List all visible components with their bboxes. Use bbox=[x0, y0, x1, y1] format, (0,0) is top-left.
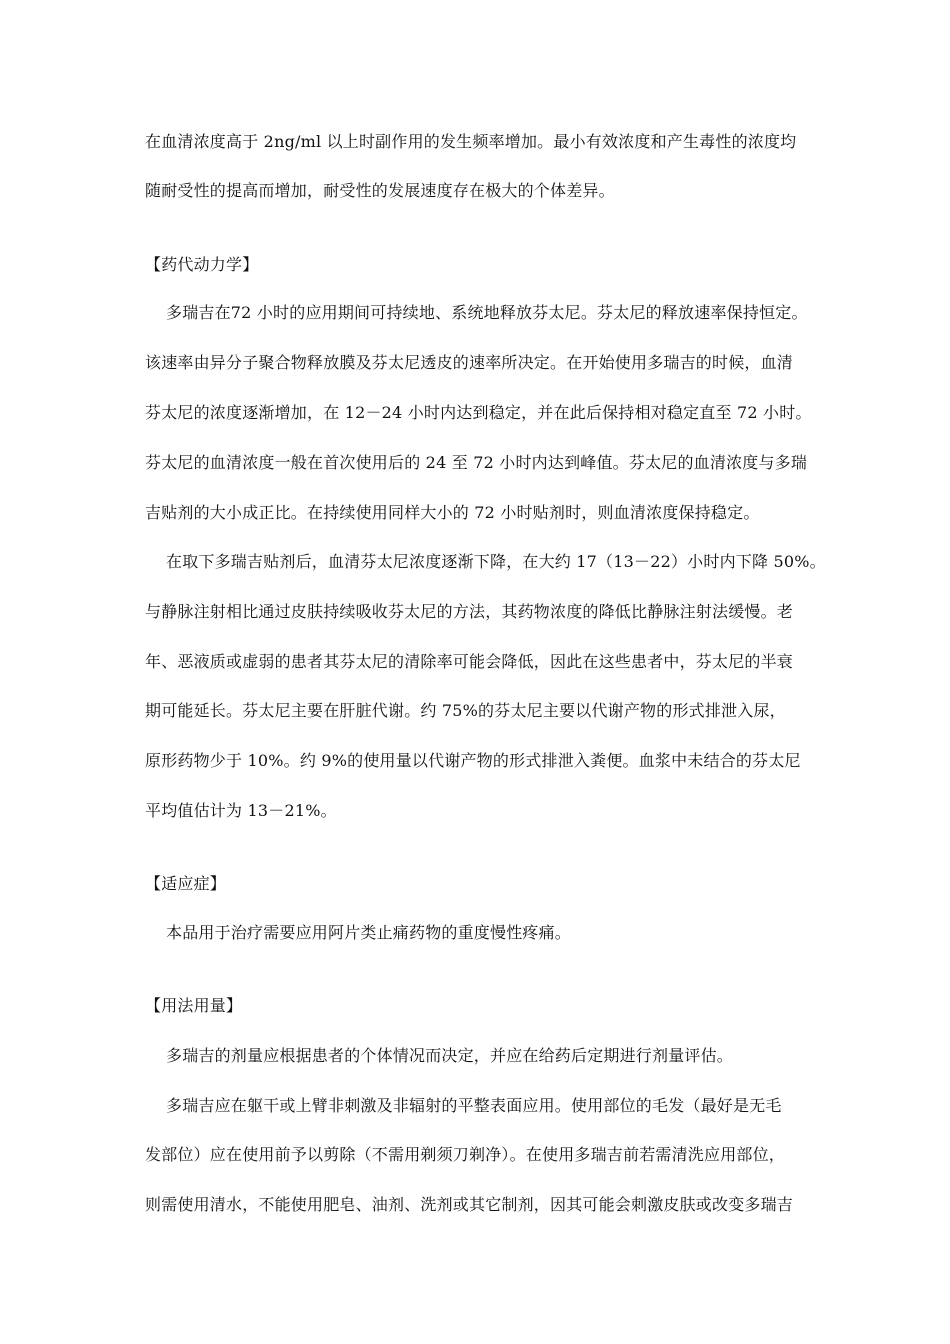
section-heading-pharmacokinetics: 【药代动力学】 bbox=[145, 255, 259, 274]
text-line: 多瑞吉应在躯干或上臂非刺激及非辐射的平整表面应用。使用部位的毛发（最好是无毛 bbox=[166, 1096, 782, 1115]
text-line: 则需使用清水，不能使用肥皂、油剂、洗剂或其它制剂，因其可能会刺激皮肤或改变多瑞吉 bbox=[145, 1195, 794, 1214]
text-line: 多瑞吉的剂量应根据患者的个体情况而决定，并应在给药后定期进行剂量评估。 bbox=[166, 1046, 734, 1065]
text-line: 期可能延长。芬太尼主要在肝脏代谢。约 75%的芬太尼主要以代谢产物的形式排泄入尿， bbox=[145, 701, 786, 720]
text-line: 本品用于治疗需要应用阿片类止痛药物的重度慢性疼痛。 bbox=[166, 923, 572, 942]
section-heading-indications: 【适应症】 bbox=[145, 874, 227, 893]
text-line: 年、恶液质或虚弱的患者其芬太尼的清除率可能会降低，因此在这些患者中，芬太尼的半衰 bbox=[145, 652, 794, 671]
text-line: 发部位）应在使用前予以剪除（不需用剃须刀剃净）。在使用多瑞吉前若需清洗应用部位， bbox=[145, 1145, 786, 1164]
text-line: 平均值估计为 13－21%。 bbox=[145, 801, 337, 820]
text-line: 该速率由异分子聚合物释放膜及芬太尼透皮的速率所决定。在开始使用多瑞吉的时候，血清 bbox=[145, 353, 794, 372]
text-line: 在血清浓度高于 2ng/ml 以上时副作用的发生频率增加。最小有效浓度和产生毒性的浓度均 bbox=[145, 132, 797, 151]
text-line: 与静脉注射相比通过皮肤持续吸收芬太尼的方法，其药物浓度的降低比静脉注射法缓慢。老 bbox=[145, 602, 794, 621]
text-line: 芬太尼的血清浓度一般在首次使用后的 24 至 72 小时内达到峰值。芬太尼的血清浓度与多瑞 bbox=[145, 453, 808, 472]
section-heading-dosage: 【用法用量】 bbox=[145, 996, 243, 1015]
text-line: 原形药物少于 10%。约 9%的使用量以代谢产物的形式排泄入粪便。血浆中未结合的芬太尼 bbox=[145, 751, 801, 770]
text-line: 多瑞吉在72 小时的应用期间可持续地、系统地释放芬太尼。芬太尼的释放速率保持恒定。 bbox=[166, 303, 808, 322]
text-line: 随耐受性的提高而增加，耐受性的发展速度存在极大的个体差异。 bbox=[145, 181, 615, 200]
text-line: 在取下多瑞吉贴剂后，血清芬太尼浓度逐渐下降，在大约 17（13－22）小时内下降 50%。 bbox=[166, 552, 826, 571]
text-line: 吉贴剂的大小成正比。在持续使用同样大小的 72 小时贴剂时，则血清浓度保持稳定。 bbox=[145, 503, 760, 522]
text-line: 芬太尼的浓度逐渐增加，在 12－24 小时内达到稳定，并在此后保持相对稳定直至 72 小时。 bbox=[145, 403, 812, 422]
